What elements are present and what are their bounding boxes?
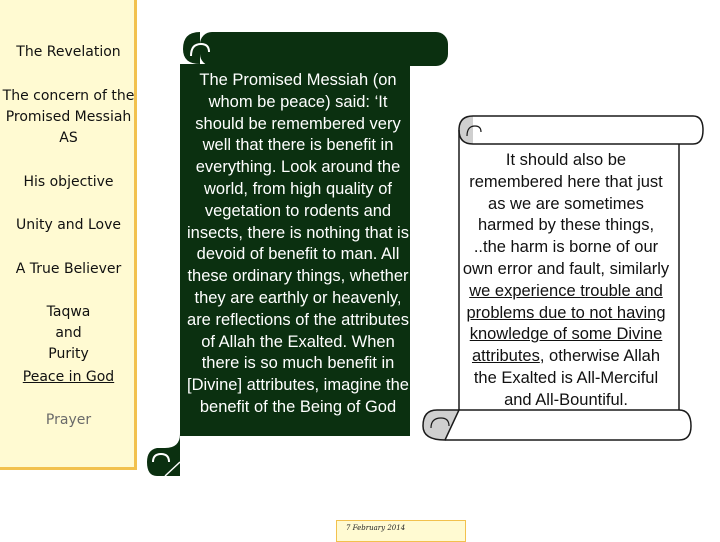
sidebar-nav xyxy=(0,0,137,470)
side-scroll-text-part3: , otherwise Allah the Exalted is All-Merciful and All-Bountiful. xyxy=(473,347,661,409)
side-scroll-text-part1: It should also be remembered here that just as we are sometimes harmed by these things, ..the harm is borne of our own error and fault, similarly xyxy=(462,151,670,278)
sidebar-item-label: Peace in God xyxy=(22,369,115,385)
sidebar-item-label: The concern of the Promised Messiah AS xyxy=(2,88,135,146)
sidebar-item-peace-in-god[interactable] xyxy=(0,367,137,388)
sidebar-item-true-believer[interactable] xyxy=(0,259,137,280)
sidebar-item-label: Unity and Love xyxy=(15,217,122,233)
sidebar-item-concern[interactable] xyxy=(0,86,137,149)
sidebar-item-prayer[interactable] xyxy=(0,410,137,431)
sidebar-item-label: A True Believer xyxy=(15,261,122,277)
side-scroll-text xyxy=(460,150,672,412)
main-scroll-text: The Promised Messiah (on whom be peace) said: ‘It should be remembered very well that there is benefit in everything. Look around the world, from high quality of vegetation to rodents and insects, there is nothing that is devoid of benefit to man. All these ordinary things, whether they are earthly or heavenly, are reflections of the attributes of Allah the Exalted. When there is so much benefit in [Divine] attributes, imagine the benefit of the Being of God xyxy=(187,71,409,416)
sidebar-item-label: Prayer xyxy=(45,412,92,428)
sidebar-item-label: His objective xyxy=(23,174,114,190)
sidebar-item-his-objective[interactable] xyxy=(0,172,137,193)
sidebar-item-label: Taqwa and Purity xyxy=(46,304,91,362)
sidebar-item-label: The Revelation xyxy=(16,44,121,60)
side-scroll-text-underlined: we experience trouble and problems due to not having knowledge of some Divine attributes xyxy=(466,281,666,366)
sidebar-item-the-revelation[interactable] xyxy=(0,42,137,63)
sidebar-item-taqwa-and-purity[interactable] xyxy=(0,302,137,365)
date-label: 7 February 2014 xyxy=(346,524,406,532)
sidebar-item-unity-and-love[interactable] xyxy=(0,215,137,236)
